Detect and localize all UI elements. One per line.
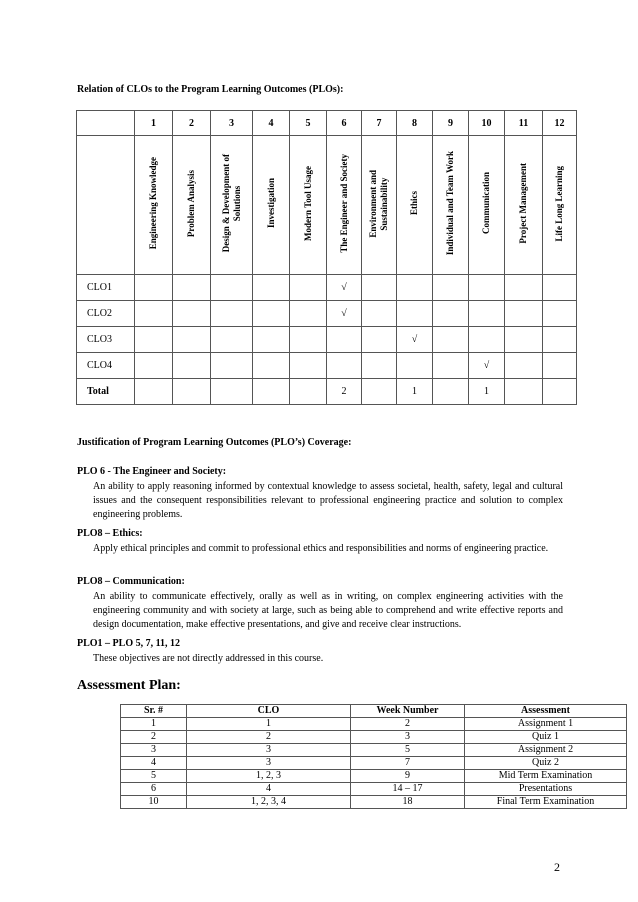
matrix-cell bbox=[135, 327, 173, 353]
plo-name-line: Investigation bbox=[265, 178, 276, 229]
assessment-cell: 14 – 17 bbox=[351, 783, 465, 796]
corner-cell bbox=[77, 136, 135, 275]
matrix-cell bbox=[433, 327, 469, 353]
plo-name-4 bbox=[266, 178, 277, 228]
assessment-cell: Quiz 2 bbox=[465, 757, 627, 770]
plo-name-cell-4 bbox=[253, 136, 290, 275]
assessment-cell: 1 bbox=[187, 718, 351, 731]
clo-row-total bbox=[77, 379, 577, 405]
clo-row-label: CLO2 bbox=[77, 301, 135, 327]
matrix-cell: √ bbox=[327, 275, 362, 301]
plo-number-8: 8 bbox=[397, 111, 433, 136]
clo-row-label: CLO3 bbox=[77, 327, 135, 353]
plo8-communication-description: An ability to communicate effectively, orally as well as in writing, on complex engineering activities with the engineering community and with society at large, such as being able to comprehend and write effective reports and design documentation, make effective presentations, and give and receive clear instructions. bbox=[93, 591, 563, 630]
clo-row-label: CLO1 bbox=[77, 275, 135, 301]
matrix-cell bbox=[253, 301, 290, 327]
plo-number-12: 12 bbox=[543, 111, 577, 136]
matrix-cell bbox=[173, 353, 211, 379]
matrix-cell bbox=[327, 353, 362, 379]
matrix-cell bbox=[253, 379, 290, 405]
matrix-cell bbox=[290, 353, 327, 379]
table-row bbox=[121, 796, 627, 809]
matrix-cell bbox=[505, 275, 543, 301]
plo-name-line: Modern Tool Usage bbox=[302, 165, 313, 241]
assessment-cell: 3 bbox=[351, 731, 465, 744]
justification-title: Justification of Program Learning Outcomes (PLO’s) Coverage: bbox=[77, 437, 352, 448]
plo-name-cell-3 bbox=[211, 136, 253, 275]
plo6-heading: PLO 6 - The Engineer and Society: bbox=[77, 466, 227, 477]
assessment-header-row bbox=[121, 705, 627, 718]
plo-number-11: 11 bbox=[505, 111, 543, 136]
assessment-cell: 1, 2, 3, 4 bbox=[187, 796, 351, 809]
matrix-cell bbox=[211, 379, 253, 405]
plo-name-line: Sustainability bbox=[379, 176, 389, 231]
clo-row-label: Total bbox=[77, 379, 135, 405]
matrix-cell bbox=[433, 301, 469, 327]
assessment-header: Week Number bbox=[351, 705, 465, 718]
matrix-cell bbox=[327, 327, 362, 353]
assessment-cell: 6 bbox=[121, 783, 187, 796]
table-row bbox=[121, 731, 627, 744]
assessment-cell: 3 bbox=[187, 744, 351, 757]
plo-relation-title: Relation of CLOs to the Program Learning Outcomes (PLOs): bbox=[77, 84, 344, 95]
table-row bbox=[121, 770, 627, 783]
clo-row-clo1 bbox=[77, 275, 577, 301]
assessment-table bbox=[120, 704, 627, 809]
assessment-cell: 2 bbox=[187, 731, 351, 744]
plo-name-cell-8 bbox=[397, 136, 433, 275]
corner-cell bbox=[77, 111, 135, 136]
matrix-cell bbox=[290, 379, 327, 405]
matrix-cell bbox=[543, 275, 577, 301]
plo-name-7 bbox=[368, 170, 390, 238]
matrix-cell bbox=[290, 275, 327, 301]
plo-name-10 bbox=[481, 172, 492, 234]
plo-name-row bbox=[77, 136, 577, 275]
matrix-cell bbox=[362, 353, 397, 379]
plo-name-cell-2 bbox=[173, 136, 211, 275]
plo-number-1: 1 bbox=[135, 111, 173, 136]
assessment-cell: 1, 2, 3 bbox=[187, 770, 351, 783]
assessment-cell: Assignment 2 bbox=[465, 744, 627, 757]
clo-plo-matrix bbox=[76, 110, 577, 405]
matrix-cell bbox=[211, 353, 253, 379]
matrix-cell bbox=[135, 301, 173, 327]
plo-name-line: Engineering Knowledge bbox=[148, 157, 158, 250]
matrix-cell bbox=[362, 301, 397, 327]
matrix-cell bbox=[505, 327, 543, 353]
matrix-cell bbox=[543, 379, 577, 405]
plo8-communication-heading: PLO8 – Communication: bbox=[77, 576, 185, 587]
plo-number-4: 4 bbox=[253, 111, 290, 136]
matrix-cell: √ bbox=[397, 327, 433, 353]
matrix-cell bbox=[433, 275, 469, 301]
plo-name-line: The Engineer and Society bbox=[338, 154, 349, 253]
plo-number-6: 6 bbox=[327, 111, 362, 136]
plo-name-line: Ethics bbox=[409, 191, 419, 216]
plo6-description: An ability to apply reasoning informed by contextual knowledge to assess societal, health, safety, legal and cultural issues and the consequent responsibilities relevant to professional engineering practice and solution to complex engineering problems. bbox=[93, 481, 563, 520]
assessment-cell: Final Term Examination bbox=[465, 796, 627, 809]
table-row bbox=[121, 783, 627, 796]
clo-row-clo2 bbox=[77, 301, 577, 327]
plo8-ethics-heading: PLO8 – Ethics: bbox=[77, 528, 143, 539]
assessment-cell: 2 bbox=[121, 731, 187, 744]
plo-number-5: 5 bbox=[290, 111, 327, 136]
assessment-cell: 2 bbox=[351, 718, 465, 731]
matrix-cell bbox=[543, 301, 577, 327]
plo-number-10: 10 bbox=[469, 111, 505, 136]
matrix-cell bbox=[543, 327, 577, 353]
plo8-ethics-description: Apply ethical principles and commit to professional ethics and responsibilities and norms of engineering practice. bbox=[93, 543, 549, 554]
clo-row-label: CLO4 bbox=[77, 353, 135, 379]
page-number: 2 bbox=[554, 860, 560, 874]
plo-name-cell-10 bbox=[469, 136, 505, 275]
plo-name-line: Life Long Learning bbox=[554, 165, 564, 242]
assessment-cell: 5 bbox=[121, 770, 187, 783]
assessment-cell: Presentations bbox=[465, 783, 627, 796]
matrix-cell bbox=[253, 275, 290, 301]
assessment-cell: 10 bbox=[121, 796, 187, 809]
matrix-cell: 1 bbox=[397, 379, 433, 405]
plo-name-5 bbox=[303, 166, 314, 241]
plo-name-2 bbox=[186, 170, 197, 237]
matrix-cell bbox=[173, 379, 211, 405]
plo-name-cell-1 bbox=[135, 136, 173, 275]
matrix-cell bbox=[469, 275, 505, 301]
matrix-cell bbox=[253, 327, 290, 353]
plo-name-11 bbox=[518, 163, 529, 244]
plo-name-line: Design & Development of bbox=[220, 154, 231, 253]
matrix-cell bbox=[505, 379, 543, 405]
plo-name-line: Project Management bbox=[518, 163, 528, 244]
table-row bbox=[121, 757, 627, 770]
matrix-cell bbox=[397, 353, 433, 379]
assessment-cell: 1 bbox=[121, 718, 187, 731]
matrix-cell bbox=[505, 301, 543, 327]
plo-name-8 bbox=[409, 191, 420, 215]
plo-name-line: Individual and Team Work bbox=[445, 151, 455, 256]
plo-name-cell-11 bbox=[505, 136, 543, 275]
matrix-cell bbox=[469, 327, 505, 353]
plo-name-cell-5 bbox=[290, 136, 327, 275]
matrix-cell bbox=[135, 353, 173, 379]
clo-row-clo4 bbox=[77, 353, 577, 379]
assessment-header: Assessment bbox=[465, 705, 627, 718]
matrix-cell bbox=[433, 379, 469, 405]
plo-name-line: Solutions bbox=[231, 185, 242, 222]
assessment-header: Sr. # bbox=[121, 705, 187, 718]
plo-name-6 bbox=[339, 154, 350, 253]
plo1-5-heading: PLO1 – PLO 5, 7, 11, 12 bbox=[77, 638, 181, 649]
plo-number-7: 7 bbox=[362, 111, 397, 136]
table-row bbox=[121, 744, 627, 757]
matrix-cell bbox=[135, 275, 173, 301]
plo-name-line: Environment and bbox=[368, 169, 378, 238]
plo-number-2: 2 bbox=[173, 111, 211, 136]
plo-name-1 bbox=[148, 157, 159, 249]
matrix-cell bbox=[362, 379, 397, 405]
matrix-cell bbox=[211, 301, 253, 327]
matrix-cell bbox=[433, 353, 469, 379]
matrix-cell bbox=[397, 275, 433, 301]
matrix-cell bbox=[290, 327, 327, 353]
matrix-cell bbox=[469, 301, 505, 327]
matrix-cell bbox=[211, 275, 253, 301]
plo-name-cell-9 bbox=[433, 136, 469, 275]
assessment-cell: 7 bbox=[351, 757, 465, 770]
matrix-cell bbox=[173, 275, 211, 301]
matrix-cell bbox=[362, 275, 397, 301]
assessment-cell: 5 bbox=[351, 744, 465, 757]
plo-name-cell-12 bbox=[543, 136, 577, 275]
plo-name-cell-7 bbox=[362, 136, 397, 275]
plo-name-line: Communication bbox=[481, 172, 491, 235]
plo-number-3: 3 bbox=[211, 111, 253, 136]
plo-name-9 bbox=[445, 151, 456, 255]
matrix-cell bbox=[211, 327, 253, 353]
matrix-cell: √ bbox=[469, 353, 505, 379]
matrix-cell bbox=[505, 353, 543, 379]
matrix-cell bbox=[173, 327, 211, 353]
assessment-cell: Mid Term Examination bbox=[465, 770, 627, 783]
matrix-cell bbox=[135, 379, 173, 405]
matrix-cell bbox=[253, 353, 290, 379]
matrix-cell bbox=[173, 301, 211, 327]
assessment-cell: 18 bbox=[351, 796, 465, 809]
assessment-cell: 4 bbox=[187, 783, 351, 796]
matrix-cell: 2 bbox=[327, 379, 362, 405]
plo-number-9: 9 bbox=[433, 111, 469, 136]
assessment-cell: Quiz 1 bbox=[465, 731, 627, 744]
matrix-cell bbox=[290, 301, 327, 327]
assessment-cell: 4 bbox=[121, 757, 187, 770]
assessment-header: CLO bbox=[187, 705, 351, 718]
matrix-cell bbox=[543, 353, 577, 379]
plo-name-cell-6 bbox=[327, 136, 362, 275]
matrix-cell bbox=[362, 327, 397, 353]
plo1-5-description: These objectives are not directly addressed in this course. bbox=[93, 653, 324, 664]
plo-number-row bbox=[77, 111, 577, 136]
assessment-cell: 3 bbox=[187, 757, 351, 770]
table-row bbox=[121, 718, 627, 731]
plo-name-12 bbox=[554, 166, 565, 242]
clo-row-clo3 bbox=[77, 327, 577, 353]
plo-name-line: Problem Analysis bbox=[186, 169, 196, 238]
matrix-cell bbox=[397, 301, 433, 327]
assessment-cell: 3 bbox=[121, 744, 187, 757]
assessment-cell: Assignment 1 bbox=[465, 718, 627, 731]
matrix-cell: 1 bbox=[469, 379, 505, 405]
matrix-cell: √ bbox=[327, 301, 362, 327]
plo-name-3 bbox=[221, 154, 243, 252]
assessment-cell: 9 bbox=[351, 770, 465, 783]
assessment-plan-title: Assessment Plan: bbox=[77, 678, 181, 693]
